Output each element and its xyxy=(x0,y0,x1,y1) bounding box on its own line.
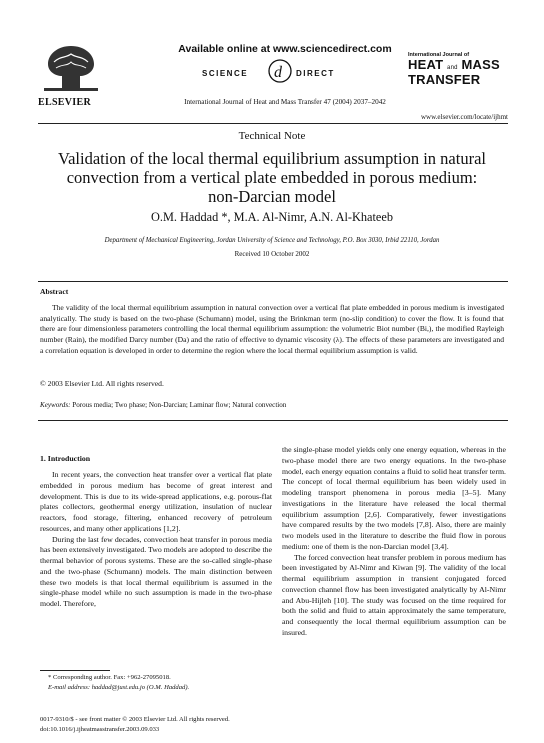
author-affiliation: Department of Mechanical Engineering, Jordan University of Science and Technology, P.O. Box 3030, Irbid 22110, Jordan xyxy=(104,237,440,244)
keywords xyxy=(40,401,286,409)
keywords-label: Keywords: xyxy=(40,401,71,409)
journal-url[interactable]: www.elsevier.com/locate/ijhmt xyxy=(420,113,508,121)
sciencedirect-logo xyxy=(200,58,360,84)
svg-text:SCIENCE: SCIENCE xyxy=(202,69,249,78)
page-footer xyxy=(40,715,340,734)
abstract-copyright: © 2003 Elsevier Ltd. All rights reserved. xyxy=(40,379,164,388)
journal-transfer: TRANSFER xyxy=(408,72,481,87)
right-column xyxy=(282,445,506,639)
abstract-body: The validity of the local thermal equilibrium assumption in natural convection over a vertical flat plate embedded in porous medium is investigated analytically. The study is based on the two-phase (Schumann) model, using the Brinkman term (no-slip condition) to cover the flow. It is found that there are four dimensionless parameters controlling the local thermal equilibrium assumption: the volumetric Biot number (Bi,), the modified Rayleigh number (Rain), the modified Darcy number (Da) and the ratio of effective to dynamic viscosity (λ). The effects of these parameters are investigated and a correlation equation is developed in order to determine the region where the local thermal equilibrium assumption is valid. xyxy=(40,303,504,355)
article-title: Validation of the local thermal equilibrium assumption in natural convection from a vertical plate embedded in porous medium: non-Darcian model xyxy=(58,149,486,206)
journal-citation: International Journal of Heat and Mass Transfer 47 (2004) 2037–2042 xyxy=(184,98,386,106)
journal-small-text: International Journal of xyxy=(408,52,470,58)
abstract-bottom-rule xyxy=(38,420,508,421)
doi-line[interactable]: doi:10.1016/j.ijheatmasstransfer.2003.09.033 xyxy=(40,725,160,733)
abstract-heading: Abstract xyxy=(40,287,69,296)
journal-logo xyxy=(408,52,508,86)
journal-mass: MASS xyxy=(461,57,500,72)
author-email[interactable]: E-mail address: haddad@just.edu.jo (O.M. Haddad). xyxy=(48,683,190,691)
section-heading-introduction: 1. Introduction xyxy=(40,454,91,463)
abstract-top-rule xyxy=(38,281,508,282)
intro-paragraph-3: the single-phase model yields only one energy equation, whereas in the two-phase model there are two energy equations. In the two-phase model, each energy equation contains a fluid to solid heat transfer term. The concept of local thermal equilibrium has been widely used in modeling transport phenomena in porous media [3–5]. Many investigations in the literature have released the local thermal equilibrium assumption [2,6]. Comparatively, fewer investigations have compared results by the two models [7,8]. Also, there are mainly two models used in the literature to describe the fluid flow in porous medium: one of them is the non-Darcian model [3,4]. xyxy=(282,445,506,551)
corresponding-author: * Corresponding author. Fax: +962-27095018. xyxy=(48,674,171,681)
journal-heat: HEAT xyxy=(408,57,444,72)
intro-paragraph-4: The forced convection heat transfer problem in porous medium has been investigated by Al-Nimr and Kiwan [9]. The validity of the local thermal equilibrium assumption in transient conjugated forced convection channel flow has been investigated analytically by Al-Nimr and Abu-Hijleh [10]. The study was focused on the time required for both the solid and fluid to attain approximately the same temperature, and consequently the local thermal equilibrium assumption can be insured. xyxy=(282,552,506,637)
article-type: Technical Note xyxy=(238,130,306,142)
left-column xyxy=(40,470,272,610)
journal-and: and xyxy=(447,65,458,71)
intro-paragraph-2: During the last few decades, convection heat transfer in porous media has been extensively investigated. Two models are adopted to describe the thermal behavior of porous systems. These are the so-called single-phase and the two-phase (Schumann) models. The main distinction between these two models is that local thermal equilibrium is assumed in the single-phase model while no such assumption is made in the two-phase model. Therefore, xyxy=(40,534,272,608)
received-date: Received 10 October 2002 xyxy=(234,250,310,258)
publisher-name: ELSEVIER xyxy=(38,97,91,108)
article-authors: O.M. Haddad *, M.A. Al-Nimr, A.N. Al-Khateeb xyxy=(151,210,393,224)
keywords-list: Porous media; Two phase; Non-Darcian; Laminar flow; Natural convection xyxy=(72,401,287,409)
available-online-text: Available online at www.sciencedirect.com xyxy=(178,43,392,55)
footnote-rule xyxy=(40,670,110,671)
issn-line: 0017-9310/$ - see front matter © 2003 Elsevier Ltd. All rights reserved. xyxy=(40,716,230,723)
intro-paragraph-1: In recent years, the convection heat transfer over a vertical flat plate embedded in porous medium has become of great interest and development. This is due to its wide-spread applications, e.g. porous-flat plates collectors, geothermal energy utilization, insulation of nuclear reactors, food storage, filtering, enhanced recovery of petroleum resources, and many other applications [1,2]. xyxy=(40,470,272,533)
svg-text:d: d xyxy=(274,64,282,81)
header-rule xyxy=(38,123,508,124)
svg-text:DIRECT: DIRECT xyxy=(296,69,335,78)
footnote xyxy=(40,673,272,692)
